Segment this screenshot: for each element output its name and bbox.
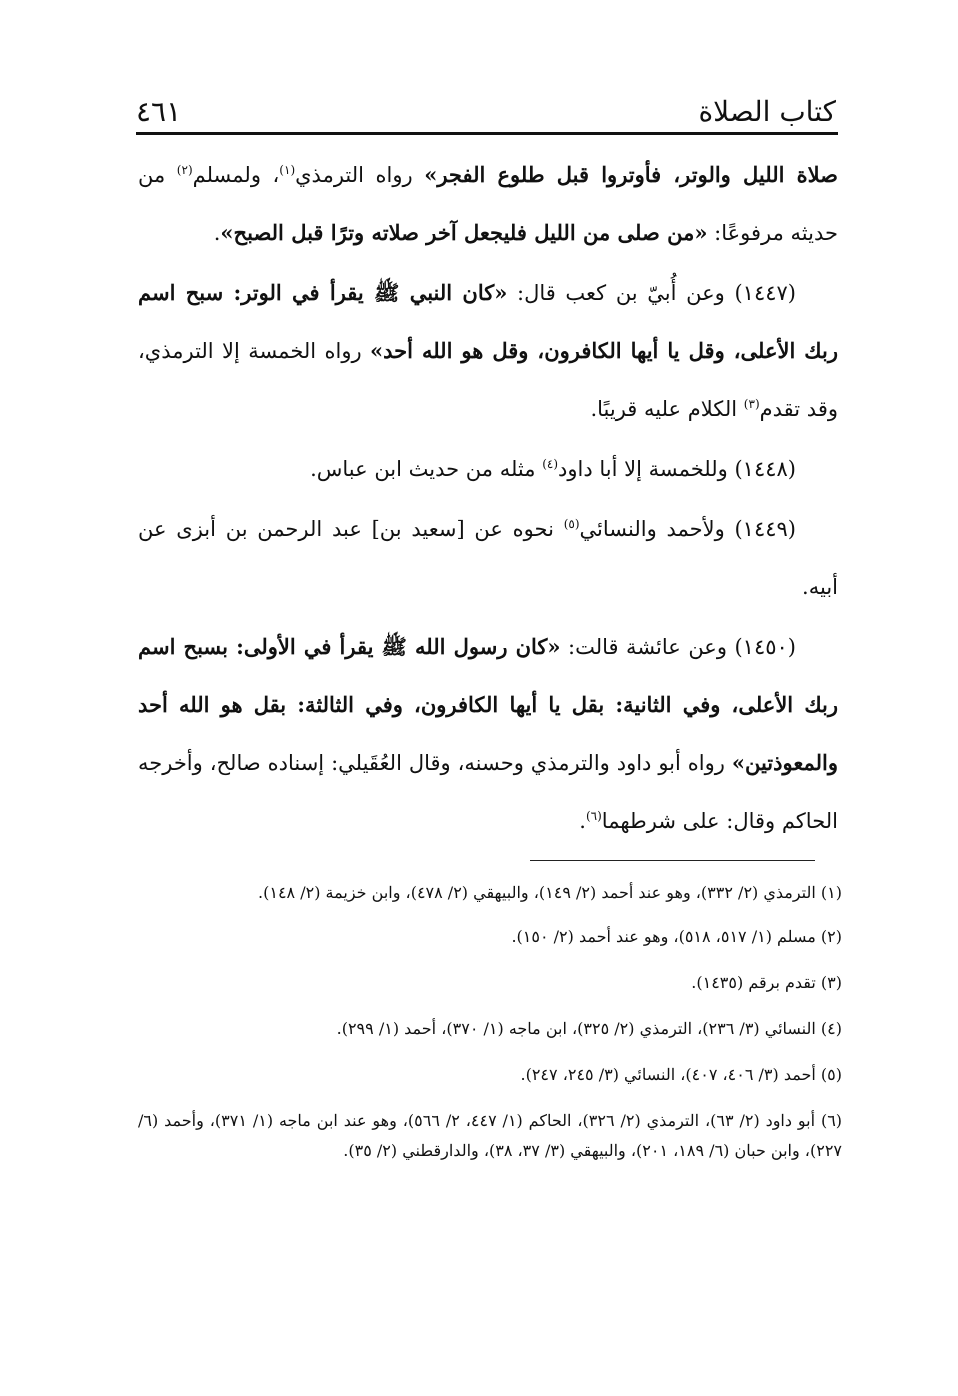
text-run: الكلام عليه قريبًا. xyxy=(590,397,744,421)
footnote-5: (٥) أحمد (٣/ ٤٠٦، ٤٠٧)، النسائي (٣/ ٢٤٥، ٢٤٧). xyxy=(520,1065,842,1084)
footnote-ref: (٤) xyxy=(542,457,559,471)
text-run: . xyxy=(579,809,586,833)
text-run: ولأحمد والنسائي xyxy=(579,517,735,541)
text-run: من حديثه مرفوعًا: xyxy=(138,163,838,245)
text-run: وللخمسة إلا أبا داود xyxy=(558,457,735,481)
text-run: ، ولمسلم xyxy=(192,163,280,187)
hadith-number: (١٤٤٨) xyxy=(734,457,796,481)
text-run: رواه أبو داود والترمذي وحسنه، وقال العُقَيلي: إسناده صالح، وأخرجه الحاكم وقال: على شرطهما xyxy=(138,751,838,833)
footnote-ref: (٣) xyxy=(743,397,760,411)
text-run: . xyxy=(213,221,221,245)
hadith-number: (١٤٤٩) xyxy=(734,517,796,541)
text-run: رواه الخمسة إلا الترمذي، وقد تقدم xyxy=(138,339,838,421)
hadith-quote: «من صلى من الليل فليجعل آخر صلاته وترًا قبل الصبح» xyxy=(220,220,708,245)
running-header xyxy=(136,84,836,130)
footnote-4: (٤) النسائي (٣/ ٢٣٦)، الترمذي (٢/ ٣٢٥)، ابن ماجه (١/ ٣٧٠)، أحمد (١/ ٢٩٩). xyxy=(336,1019,842,1038)
hadith-number: (١٤٥٠) xyxy=(734,635,796,659)
text-run: وعن أُبيّ بن كعب قال: xyxy=(507,281,735,305)
main-text xyxy=(138,146,838,850)
paragraph-continued xyxy=(138,146,838,262)
hadith-1449 xyxy=(138,500,838,616)
footnote-2: (٢) مسلم (١/ ٥١٧، ٥١٨)، وهو عند أحمد (٢/ ١٥٠). xyxy=(511,927,842,946)
hadith-1450 xyxy=(138,618,838,850)
hadith-number: (١٤٤٧) xyxy=(734,281,796,305)
header-rule xyxy=(136,132,838,135)
footnote-ref: (٢) xyxy=(176,163,193,177)
chapter-title: كتاب الصلاة xyxy=(698,95,836,128)
footnote-6: (٦) أبو داود (٢/ ٦٣)، الترمذي (٢/ ٣٢٦)، الحاكم (١/ ٤٤٧، ٢/ ٥٦٦)، وهو عند ابن ماجه (١/ ٣٧١)، وأحمد (٦/ ٢٢٧)، وابن حبان (٦/ ١٨٩، ٢٠١)، والبيهقي (٣/ ٣٧، ٣٨)، والدارقطني (٢/ ٣٥). xyxy=(138,1111,843,1160)
hadith-1448 xyxy=(138,440,838,498)
footnote-ref: (٦) xyxy=(585,809,602,823)
page-number: ٤٦١ xyxy=(136,95,182,128)
hadith-quote: «كان النبي ﷺ يقرأ في الوتر: سبح اسم ربك الأعلى، وقل يا أيها الكافرون، وقل هو الله أحد» xyxy=(138,280,838,363)
footnote-3: (٣) تقدم برقم (١٤٣٥). xyxy=(691,973,842,992)
footnote-ref: (١) xyxy=(279,163,296,177)
hadith-1447 xyxy=(138,264,838,438)
text-run: مثله من حديث ابن عباس. xyxy=(310,457,543,481)
text-run: نحوه عن [سعيد بن] عبد الرحمن بن أبزى عن أبيه. xyxy=(138,517,838,599)
footnote-ref: (٥) xyxy=(563,517,580,531)
hadith-quote: «كان رسول الله ﷺ يقرأ في الأولى: بسبح اسم ربك الأعلى، وفي الثانية: بقل يا أيها الكافرون، وفي الثالثة: بقل هو الله أحد والمعوذتين» xyxy=(138,634,838,775)
text-run: وعن عائشة قالت: xyxy=(560,635,735,659)
text-run: رواه الترمذي xyxy=(295,163,425,187)
footnotes xyxy=(138,878,842,1180)
footnote-1: (١) الترمذي (٢/ ٣٣٢)، وهو عند أحمد (٢/ ١٤٩)، والبيهقي (٢/ ٤٧٨)، وابن خزيمة (٢/ ١٤٨). xyxy=(258,883,842,902)
hadith-quote: صلاة الليل والوتر، فأوتروا قبل طلوع الفجر» xyxy=(424,162,838,187)
footnote-separator xyxy=(530,860,815,861)
